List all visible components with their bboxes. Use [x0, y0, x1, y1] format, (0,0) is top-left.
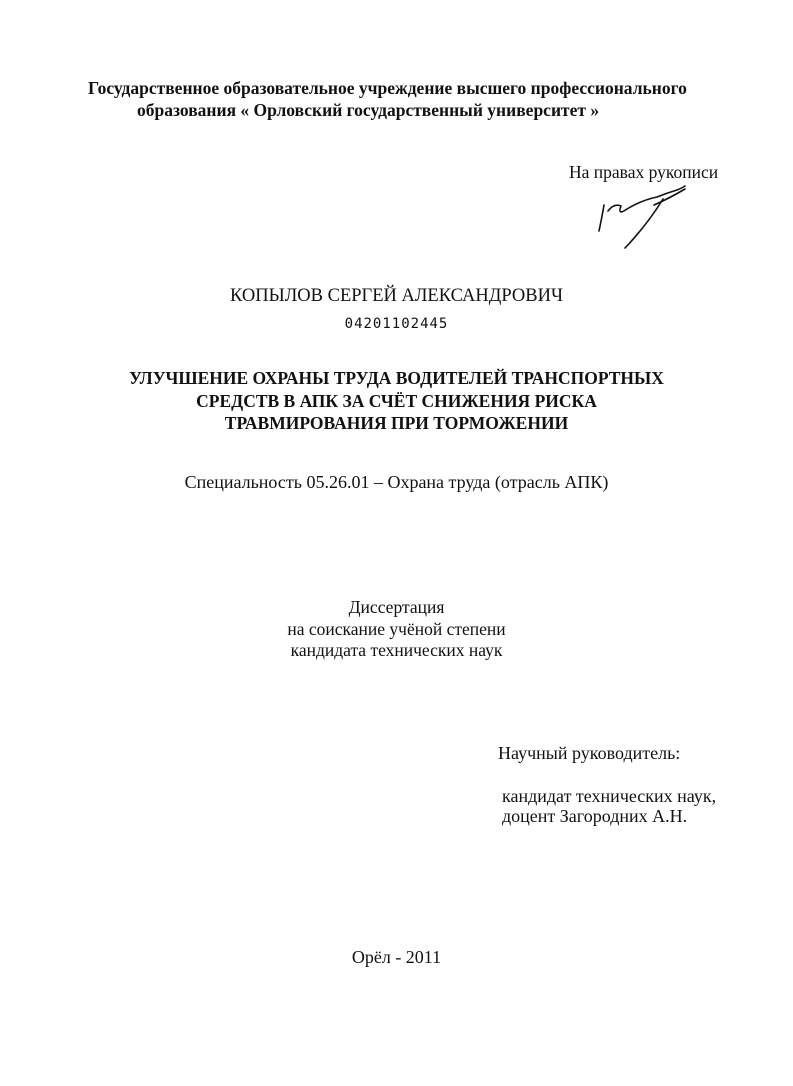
supervisor-degree: кандидат технических наук,	[502, 786, 717, 806]
work-type-line-1: Диссертация	[348, 597, 445, 617]
signature-stroke	[608, 186, 685, 212]
dissertation-title-line-3: ТРАВМИРОВАНИЯ ПРИ ТОРМОЖЕНИИ	[224, 413, 569, 433]
author-name: КОПЫЛОВ СЕРГЕЙ АЛЕКСАНДРОВИЧ	[230, 286, 563, 306]
dissertation-title-line-2: СРЕДСТВ В АПК ЗА СЧЁТ СНИЖЕНИЯ РИСКА	[196, 391, 597, 411]
work-type-line-2: на соискание учёной степени	[287, 619, 506, 639]
institution-line-1: Государственное образовательное учреждение высшего профессионального	[88, 78, 687, 98]
registration-number: 04201102445	[344, 316, 449, 332]
supervisor-name: доцент Загородних А.Н.	[502, 806, 688, 826]
signature-stroke	[599, 205, 604, 231]
dissertation-title-line-1: УЛУЧШЕНИЕ ОХРАНЫ ТРУДА ВОДИТЕЛЕЙ ТРАНСПОРТНЫХ	[129, 368, 664, 388]
specialty: Специальность 05.26.01 – Охрана труда (отрасль АПК)	[184, 472, 609, 492]
city-year: Орёл - 2011	[351, 947, 442, 967]
work-type-line-3: кандидата технических наук	[290, 640, 503, 660]
institution-line-2: образования « Орловский государственный университет »	[137, 100, 600, 120]
signature-icon	[596, 185, 692, 251]
manuscript-rights-note: На правах рукописи	[569, 162, 719, 182]
supervisor-label: Научный руководитель:	[498, 743, 681, 763]
